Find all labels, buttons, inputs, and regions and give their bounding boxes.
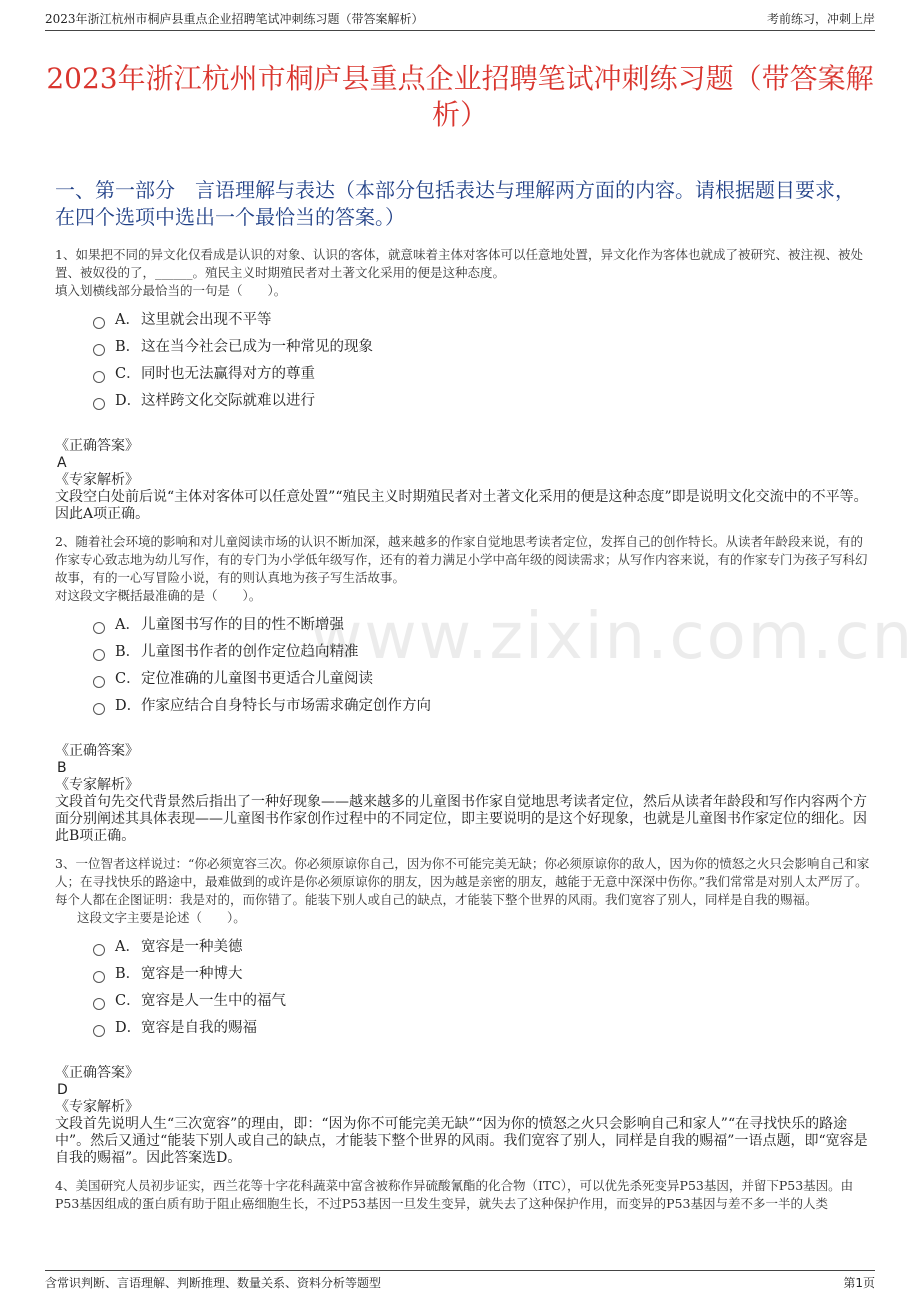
section-heading: 一、第一部分 言语理解与表达（本部分包括表达与理解两方面的内容。请根据题目要求，在四个选项中选出一个最恰当的答案。） [55, 178, 855, 229]
option-d[interactable]: D． 作家应结合自身特长与市场需求确定创作方向 [93, 692, 870, 719]
analysis-label: 《专家解析》 [55, 472, 139, 488]
radio-icon[interactable] [93, 398, 105, 410]
radio-icon[interactable] [93, 944, 105, 956]
question-stem: 1、如果把不同的异文化仅看成是认识的对象、认识的客体，就意味着主体对客体可以任意地处置，异文化作为客体也就成了被研究、被注视、被处置、被奴役的了，______。殖民主义时期殖民者对土著文化采用的便是这种态度。 [55, 247, 863, 280]
option-text: 宽容是自我的赐福 [141, 1019, 257, 1036]
radio-icon[interactable] [93, 703, 105, 715]
option-b[interactable]: B． 这在当今社会已成为一种常见的现象 [93, 333, 870, 360]
question-3 [55, 855, 870, 1167]
option-text: 儿童图书写作的目的性不断增强 [141, 616, 344, 633]
analysis-label: 《专家解析》 [55, 1099, 139, 1115]
option-list [93, 306, 870, 414]
analysis-text: 文段首先说明人生“三次宽容”的理由，即：“因为你不可能完美无缺”“因为你的愤怒之火只会影响自己和家人”“在寻找快乐的路途中”。然后又通过“能装下别人或自己的缺点，才能装下整个世界的风雨。我们宽容了别人，同样是自我的赐福”一语点题，即“宽容是自我的赐福”。因此答案选D。 [55, 1116, 868, 1166]
radio-icon[interactable] [93, 317, 105, 329]
option-b[interactable]: B． 宽容是一种博大 [93, 960, 870, 987]
radio-icon[interactable] [93, 676, 105, 688]
option-text: 宽容是一种美德 [141, 938, 243, 955]
question-2 [55, 533, 870, 845]
page-header [45, 10, 875, 31]
radio-icon[interactable] [93, 649, 105, 661]
option-b[interactable]: B． 儿童图书作者的创作定位趋向精准 [93, 638, 870, 665]
option-text: 这样跨文化交际就难以进行 [141, 392, 315, 409]
option-d[interactable]: D． 宽容是自我的赐福 [93, 1014, 870, 1041]
option-list [93, 611, 870, 719]
answer-label: 《正确答案》 [55, 1065, 139, 1081]
option-c[interactable]: C． 定位准确的儿童图书更适合儿童阅读 [93, 665, 870, 692]
header-doc-title: 2023年浙江杭州市桐庐县重点企业招聘笔试冲刺练习题（带答案解析） [45, 12, 424, 26]
question-prompt: 对这段文字概括最准确的是（ ）。 [55, 588, 262, 603]
question-stem: 3、一位智者这样说过：“你必须宽容三次。你必须原谅你自己，因为你不可能完美无缺；你必须原谅你的敌人，因为你的愤怒之火只会影响自己和家人；在寻找快乐的路途中，最难做到的或许是你必须原谅你的朋友，因为越是亲密的朋友，越能于无意中深深中伤你。”我们常常是对别人太严厉了。每个人都在企图证明：我是对的，而你错了。能装下别人或自己的缺点，才能装下整个世界的风雨。我们宽容了别人，同样是自我的赐福。 [55, 856, 870, 907]
answer-block [55, 438, 870, 523]
page-footer [45, 1270, 875, 1291]
analysis-text: 文段首句先交代背景然后指出了一种好现象——越来越多的儿童图书作家自觉地思考读者定位，然后从读者年龄段和写作内容两个方面分别阐述其具体表现——儿童图书作家创作过程中的不同定位，即主要说明的是这个好现象，也就是儿童图书作家定位的细化。因此B项正确。 [55, 794, 867, 844]
correct-answer: A [57, 455, 67, 471]
document-title: 2023年浙江杭州市桐庐县重点企业招聘笔试冲刺练习题（带答案解析） [46, 61, 874, 131]
correct-answer: B [57, 760, 67, 776]
answer-block [55, 1065, 870, 1167]
watermark: www.zixin.com.cn [310, 600, 915, 674]
question-stem: 2、随着社会环境的影响和对儿童阅读市场的认识不断加深，越来越多的作家自觉地思考读者定位，发挥自己的创作特长。从读者年龄段来说，有的作家专心致志地为幼儿写作，有的专门为小学低年级写作，还有的着力满足小学中高年级的阅读需求；从写作内容来说，有的作家专门为孩子写科幻故事，有的一心写冒险小说，有的则认真地为孩子写生活故事。 [55, 534, 868, 585]
radio-icon[interactable] [93, 371, 105, 383]
option-c[interactable]: C． 同时也无法赢得对方的尊重 [93, 360, 870, 387]
question-1 [55, 246, 870, 523]
radio-icon[interactable] [93, 971, 105, 983]
option-text: 宽容是人一生中的福气 [141, 992, 286, 1009]
radio-icon[interactable] [93, 344, 105, 356]
page-number: 第1页 [843, 1276, 875, 1290]
answer-block [55, 743, 870, 845]
option-text: 这在当今社会已成为一种常见的现象 [141, 338, 373, 355]
footer-topics: 含常识判断、言语理解、判断推理、数量关系、资料分析等题型 [45, 1276, 382, 1290]
option-a[interactable]: A． 儿童图书写作的目的性不断增强 [93, 611, 870, 638]
option-d[interactable]: D． 这样跨文化交际就难以进行 [93, 387, 870, 414]
option-text: 这里就会出现不平等 [141, 311, 272, 328]
answer-label: 《正确答案》 [55, 438, 139, 454]
option-text: 宽容是一种博大 [141, 965, 243, 982]
answer-label: 《正确答案》 [55, 743, 139, 759]
header-slogan: 考前练习，冲刺上岸 [766, 12, 875, 26]
option-a[interactable]: A． 宽容是一种美德 [93, 933, 870, 960]
option-text: 定位准确的儿童图书更适合儿童阅读 [141, 670, 373, 687]
option-text: 儿童图书作者的创作定位趋向精准 [141, 643, 359, 660]
correct-answer: D [57, 1082, 68, 1098]
option-text: 同时也无法赢得对方的尊重 [141, 365, 315, 382]
analysis-label: 《专家解析》 [55, 777, 139, 793]
radio-icon[interactable] [93, 622, 105, 634]
radio-icon[interactable] [93, 998, 105, 1010]
analysis-text: 文段空白处前后说“主体对客体可以任意处置”“殖民主义时期殖民者对土著文化采用的便是这种态度”即是说明文化交流中的不平等。因此A项正确。 [55, 489, 868, 522]
option-a[interactable]: A． 这里就会出现不平等 [93, 306, 870, 333]
option-text: 作家应结合自身特长与市场需求确定创作方向 [141, 697, 431, 714]
radio-icon[interactable] [93, 1025, 105, 1037]
question-prompt: 填入划横线部分最恰当的一句是（ ）。 [55, 283, 287, 298]
option-list [93, 933, 870, 1041]
question-4 [55, 1177, 870, 1213]
question-prompt: 这段文字主要是论述（ ）。 [77, 910, 246, 925]
question-list [55, 246, 870, 1213]
option-c[interactable]: C． 宽容是人一生中的福气 [93, 987, 870, 1014]
question-stem: 4、美国研究人员初步证实，西兰花等十字花科蔬菜中富含被称作异硫酸氰酯的化合物（ITC），可以优先杀死变异P53基因，并留下P53基因。由P53基因组成的蛋白质有助于阻止癌细胞生长，不过P53基因一旦发生变异，就失去了这种保护作用，而变异的P53基因与差不多一半的人类 [55, 1178, 854, 1211]
